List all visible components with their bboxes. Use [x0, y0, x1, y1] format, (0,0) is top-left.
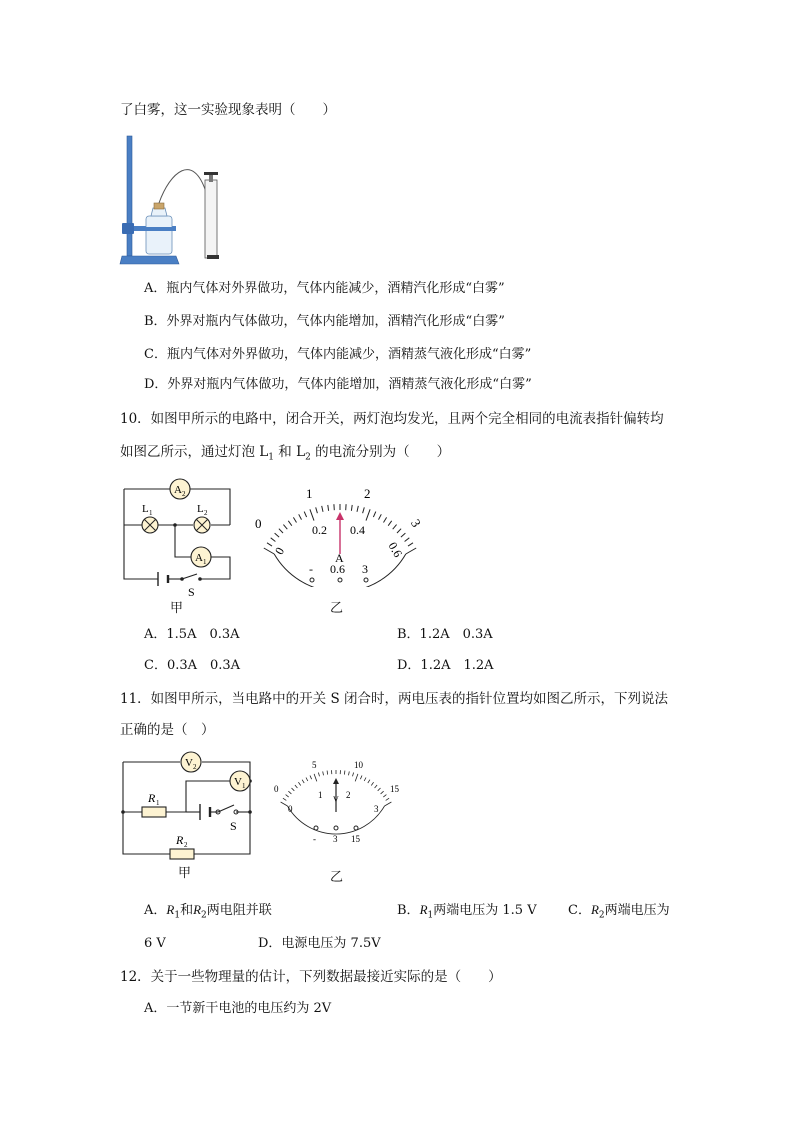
svg-text:V: V: [185, 757, 193, 769]
q10-circuit-figure: [118, 475, 243, 610]
scale-tick: [267, 543, 272, 546]
q11-option-b[interactable]: B．$R_1$两端电压为 1.5 V: [397, 902, 537, 921]
svg-text:2: 2: [346, 790, 351, 800]
scale-tick: [283, 798, 286, 800]
scale-tick: [275, 533, 280, 537]
q10-option-b[interactable]: B．1.2A 0.3A: [397, 627, 493, 642]
svg-text:2: 2: [184, 841, 188, 849]
q11-option-c-continuation: 6 V: [144, 936, 166, 951]
scale-tick: [353, 773, 354, 777]
scale-tick: [397, 529, 401, 533]
q9-option-b[interactable]: B．外界对瓶内气体做功，气体内能增加，酒精汽化形成“白雾”: [144, 314, 505, 329]
svg-text:2: 2: [204, 509, 208, 517]
svg-text:0: 0: [271, 544, 288, 557]
q11-option-c[interactable]: C．$R_2$两端电压为: [568, 902, 670, 921]
svg-text:0.6: 0.6: [330, 562, 345, 576]
scale-tick: [344, 771, 345, 775]
svg-text:R: R: [148, 791, 156, 805]
svg-text:A: A: [335, 551, 344, 565]
q10-option-d[interactable]: D．1.2A 1.2A: [397, 658, 494, 673]
svg-text:0: 0: [255, 516, 262, 531]
scale-tick: [281, 802, 288, 806]
svg-text:5: 5: [312, 760, 317, 770]
svg-text:15: 15: [351, 834, 360, 844]
svg-text:L: L: [142, 503, 149, 515]
svg-text:L: L: [197, 503, 204, 515]
q10-stem-line1: 10．如图甲所示的电路中，闭合开关，两灯泡均发光，且两个完全相同的电流表指针偏转均: [120, 411, 664, 427]
scale-tick: [322, 506, 323, 512]
q9-apparatus-figure: [118, 132, 243, 267]
scale-tick: [293, 517, 296, 522]
scale-tick: [310, 776, 312, 780]
svg-text:1: 1: [242, 782, 246, 790]
scale-tick: [366, 509, 370, 520]
svg-text:-: -: [309, 562, 313, 576]
svg-text:15: 15: [390, 784, 399, 794]
scale-tick: [298, 782, 300, 785]
scale-tick: [406, 548, 416, 554]
svg-text:1: 1: [203, 558, 207, 566]
q11-circuit-figure: [118, 750, 258, 860]
svg-text:3: 3: [362, 562, 368, 576]
scale-tick: [271, 538, 276, 542]
svg-text:2: 2: [182, 490, 186, 498]
svg-text:3: 3: [407, 516, 425, 530]
scale-tick: [327, 771, 328, 775]
svg-text:A: A: [174, 484, 182, 496]
scale-tick: [385, 802, 392, 806]
scale-tick: [383, 795, 386, 798]
scale-tick: [328, 505, 329, 511]
scale-tick: [378, 788, 381, 791]
scale-tick: [286, 795, 289, 798]
svg-text:1: 1: [149, 509, 153, 517]
q9-stem: 了白雾，这一实验现象表明（ ）: [120, 102, 336, 118]
scale-tick: [373, 512, 375, 517]
svg-text:R: R: [176, 833, 184, 847]
scale-tick: [375, 785, 378, 788]
scale-tick: [306, 778, 308, 782]
scale-tick: [386, 798, 389, 800]
svg-text:1: 1: [318, 790, 323, 800]
svg-text:1: 1: [156, 799, 160, 807]
scale-tick: [299, 514, 302, 519]
q10-stem-line2: 如图乙所示，通过灯泡 $L_1$ 和 $L_2$ 的电流分别为（ ）: [120, 444, 451, 463]
svg-text:A: A: [195, 552, 203, 564]
scale-tick: [371, 782, 373, 785]
scale-tick: [304, 512, 306, 517]
svg-text:3: 3: [333, 834, 338, 844]
svg-text:1: 1: [306, 486, 313, 501]
scale-tick: [323, 771, 324, 775]
scale-tick: [314, 774, 317, 782]
q11-option-d[interactable]: D．电源电压为 7.5V: [258, 936, 381, 951]
q10-caption-yi: 乙: [330, 601, 344, 616]
scale-tick: [295, 785, 298, 788]
scale-tick: [381, 791, 384, 794]
svg-text:2: 2: [193, 763, 197, 771]
scale-tick: [292, 788, 295, 791]
svg-text:S: S: [188, 585, 195, 599]
svg-text:0.4: 0.4: [350, 523, 365, 537]
q12-option-a[interactable]: A．一节新干电池的电压约为 2V: [144, 1001, 332, 1016]
q11-voltmeter-figure: [270, 756, 410, 846]
scale-tick: [310, 509, 314, 520]
q9-option-c[interactable]: C．瓶内气体对外界做功，气体内能减少，酒精蒸气液化形成“白雾”: [144, 347, 532, 362]
svg-text:10: 10: [354, 760, 363, 770]
scale-tick: [363, 507, 365, 513]
q10-option-a[interactable]: A．1.5A 0.3A: [144, 627, 240, 642]
scale-tick: [355, 774, 358, 782]
q11-stem-line1: 11．如图甲所示，当电路中的开关 S 闭合时，两电压表的指针位置均如图乙所示，下列说法: [120, 691, 669, 707]
svg-text:0.2: 0.2: [312, 523, 327, 537]
q11-option-a[interactable]: A．$R_1$和$R_2$两电阻并联: [144, 902, 272, 921]
scale-tick: [384, 517, 387, 522]
scale-tick: [368, 780, 370, 783]
scale-tick: [288, 791, 291, 794]
scale-tick: [360, 776, 362, 780]
svg-text:3: 3: [374, 804, 379, 814]
svg-text:0.6: 0.6: [385, 539, 406, 560]
scale-tick: [316, 507, 318, 513]
q10-option-c[interactable]: C．0.3A 0.3A: [144, 658, 241, 673]
svg-text:2: 2: [364, 486, 371, 501]
q9-option-d[interactable]: D．外界对瓶内气体做功，气体内能增加，酒精蒸气液化形成“白雾”: [144, 377, 532, 392]
q11-stem-line2: 正确的是（ ）: [120, 722, 215, 738]
svg-text:0: 0: [288, 804, 293, 814]
scale-tick: [351, 505, 352, 511]
scale-tick: [393, 525, 397, 530]
q10-ammeter-figure: [250, 482, 430, 587]
q10-caption-jia: 甲: [170, 601, 184, 616]
q11-caption-jia: 甲: [178, 866, 192, 881]
scale-tick: [357, 506, 358, 512]
svg-text:V: V: [333, 795, 339, 804]
scale-tick: [288, 521, 292, 526]
q12-stem: 12．关于一些物理量的估计，下列数据最接近实际的是（ ）: [120, 969, 502, 985]
scale-tick: [283, 525, 287, 530]
q11-caption-yi: 乙: [330, 870, 344, 885]
svg-text:0: 0: [274, 784, 279, 794]
scale-tick: [279, 529, 283, 533]
scale-tick: [302, 780, 304, 783]
svg-text:V: V: [234, 776, 242, 788]
scale-tick: [364, 778, 366, 782]
svg-text:S: S: [230, 819, 237, 833]
scale-tick: [401, 533, 406, 537]
scale-tick: [349, 771, 350, 775]
q9-option-a[interactable]: A．瓶内气体对外界做功，气体内能减少，酒精汽化形成“白雾”: [144, 281, 505, 296]
svg-text:-: -: [313, 834, 316, 844]
scale-tick: [405, 538, 410, 542]
scale-tick: [318, 773, 319, 777]
scale-tick: [379, 514, 382, 519]
scale-tick: [408, 543, 413, 546]
scale-tick: [388, 521, 392, 526]
